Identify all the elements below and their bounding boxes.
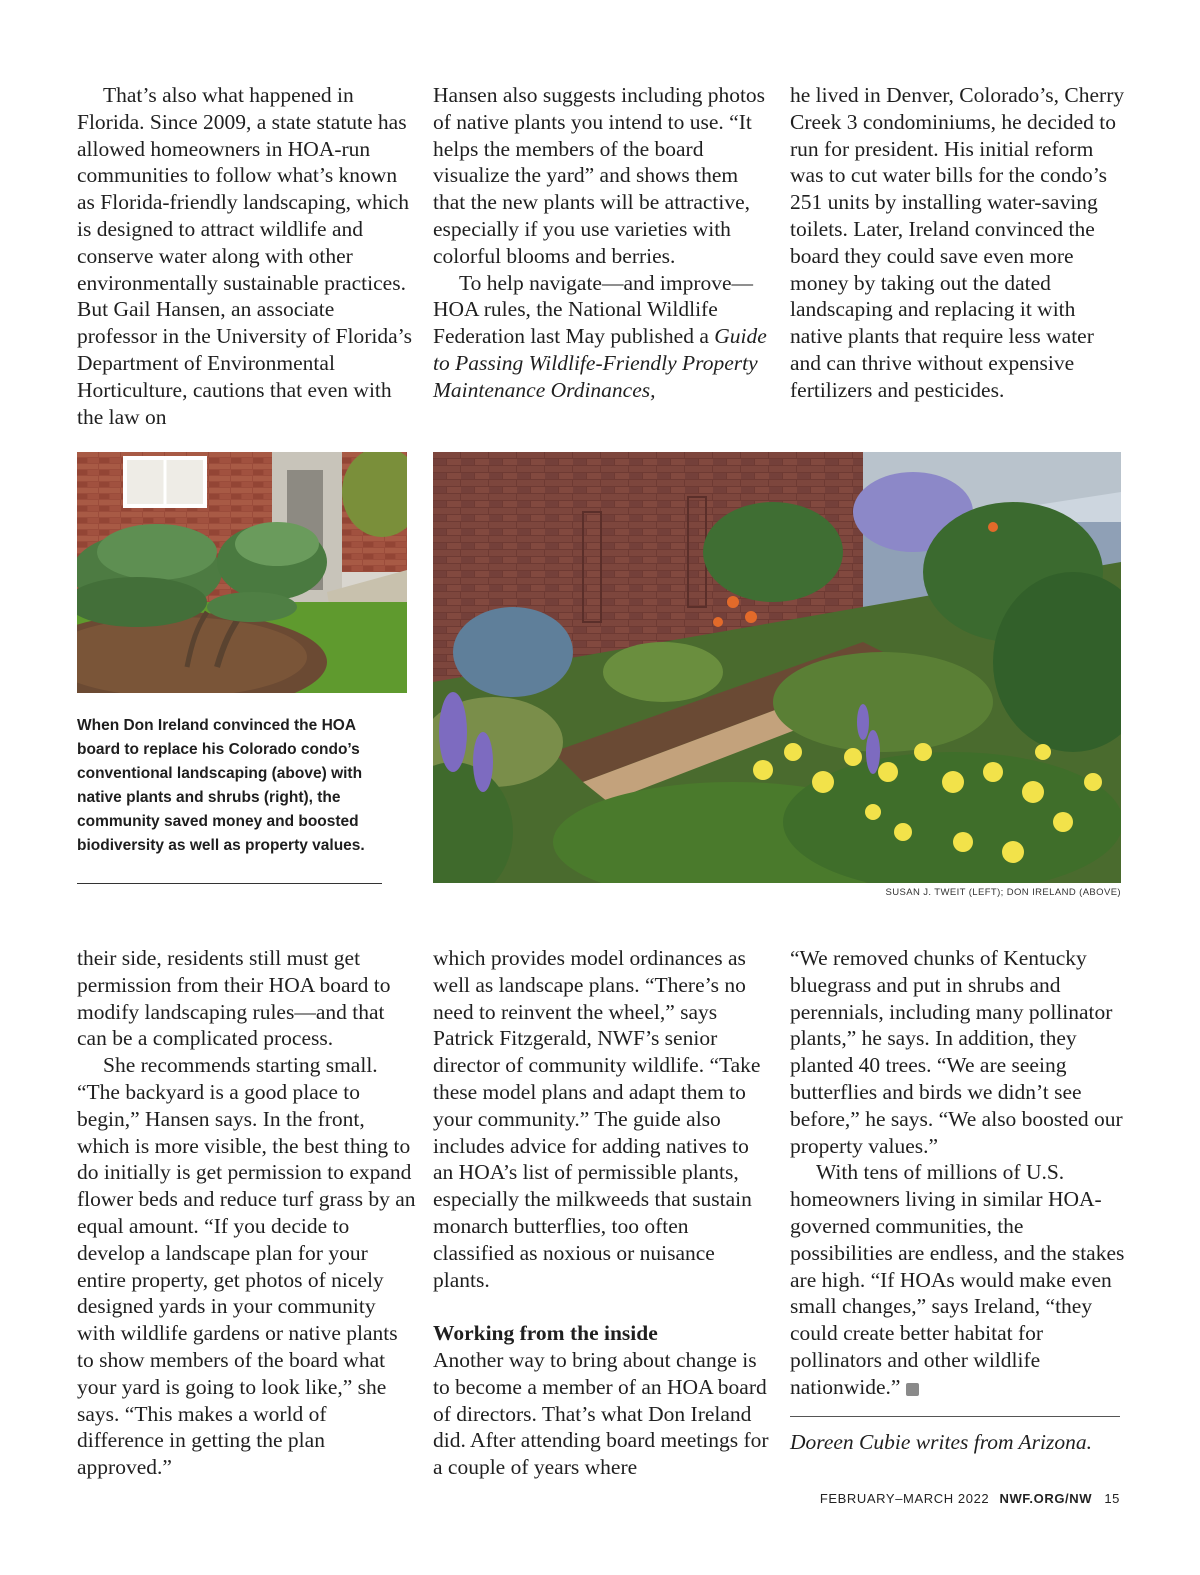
bottom-column-1 — [77, 945, 417, 1481]
bottom-column-2 — [433, 945, 773, 1481]
bottom-column-3 — [790, 945, 1130, 1401]
paragraph: Hansen also suggests including photos of native plants you intend to use. “It helps the members of the board visualize the yard” and shows them that the new plants will be attractive, especially if you use varieties with colorful blooms and berries. — [433, 83, 766, 268]
paragraph: which provides model ordinances as well as landscape plans. “There’s no need to reinvent the wheel,” says Patrick Fitzgerald, NWF’s senior director of community wildlife. “Take these model plans and adapt them to your community.” The guide also includes advice for adding natives to an HOA’s list of permissible plants, especially the milkweeds that sustain monarch butterflies, too often classified as noxious or nuisance plants. — [433, 946, 761, 1292]
paragraph: Another way to bring about change is to become a member of an HOA board of directors. That’s what Don Ireland did. After attending board meetings for a couple of years where — [433, 1347, 769, 1480]
photo-credit: SUSAN J. TWEIT (LEFT); DON IRELAND (ABOVE) — [885, 887, 1121, 898]
paragraph-text: With tens of millions of U.S. homeowners living in similar HOA-governed communities, the possibilities are endless, and the stakes are high. “If HOAs would make even small changes,” says Ireland, “they could create better habitat for pollinators and other wildlife nationwide.” — [790, 1160, 1125, 1399]
paragraph: “We removed chunks of Kentucky bluegrass and put in shrubs and perennials, including many pollinator plants,” he says. In addition, they planted 40 trees. “We are seeing butterflies and birds we didn’t see before,” he says. “We also boosted our property values.” — [790, 946, 1123, 1158]
caption-divider — [77, 883, 382, 884]
signoff-divider — [790, 1416, 1120, 1417]
paragraph — [790, 1159, 1130, 1400]
photo-conventional-landscaping — [77, 452, 407, 693]
guide-title: Guide to Passing Wildlife-Friendly Property Maintenance Ordinances, — [433, 324, 767, 402]
top-column-2 — [433, 82, 773, 404]
paragraph: That’s also what happened in Florida. Since 2009, a state statute has allowed homeowners in HOA-run communities to follow what’s known as Florida-friendly landscaping, which is designed to attract wildlife and conserve water along with other environmentally sustainable practices. But Gail Hansen, an associate professor in the University of Florida’s Department of Environmental Horticulture, cautions that even with the law on — [77, 83, 412, 429]
paragraph — [433, 270, 773, 404]
page-number: 15 — [1104, 1491, 1120, 1506]
website: NWF.ORG/NW — [999, 1491, 1093, 1506]
top-column-1 — [77, 82, 417, 430]
conventional-landscaping-illustration — [77, 452, 407, 693]
photo-caption: When Don Ireland convinced the HOA board to replace his Colorado condo’s conventional landscaping (above) with native plants and shrubs (right), the community saved money and boosted biodiversity as well as property values. — [77, 717, 365, 855]
photo-native-garden — [433, 452, 1121, 883]
top-column-3 — [790, 82, 1130, 404]
issue-date: FEBRUARY–MARCH 2022 — [819, 1491, 990, 1506]
author-signoff: Doreen Cubie writes from Arizona. — [790, 1430, 1092, 1454]
paragraph: he lived in Denver, Colorado’s, Cherry Creek 3 condominiums, he decided to run for president. His initial reform was to cut water bills for the condo’s 251 units by installing water-saving toilets. Later, Ireland convinced the board they could save even more money by taking out the dated landscaping and replacing it with native plants that require less water and can thrive without expensive fertilizers and pesticides. — [790, 83, 1125, 402]
paragraph: their side, residents still must get permission from their HOA board to modify landscaping rules—and that can be a complicated process. — [77, 946, 391, 1051]
paragraph: She recommends starting small. “The backyard is a good place to begin,” Hansen says. In the front, which is more visible, the best thing to do initially is get permission to expand flower beds and reduce turf grass by an equal amount. “If you decide to develop a landscape plan for your entire property, get photos of nicely designed yards in your community with wildlife gardens or native plants to show members of the board what your yard is going to look like,” she says. “This makes a world of difference in getting the plan approved.” — [77, 1053, 416, 1480]
paragraph-text: To help navigate—and improve—HOA rules, the National Wildlife Federation last May published a — [433, 270, 754, 349]
section-subhead: Working from the inside — [433, 1321, 658, 1346]
page-footer — [820, 1491, 1120, 1506]
native-garden-illustration — [433, 452, 1121, 883]
end-mark-icon: W — [906, 1383, 919, 1396]
